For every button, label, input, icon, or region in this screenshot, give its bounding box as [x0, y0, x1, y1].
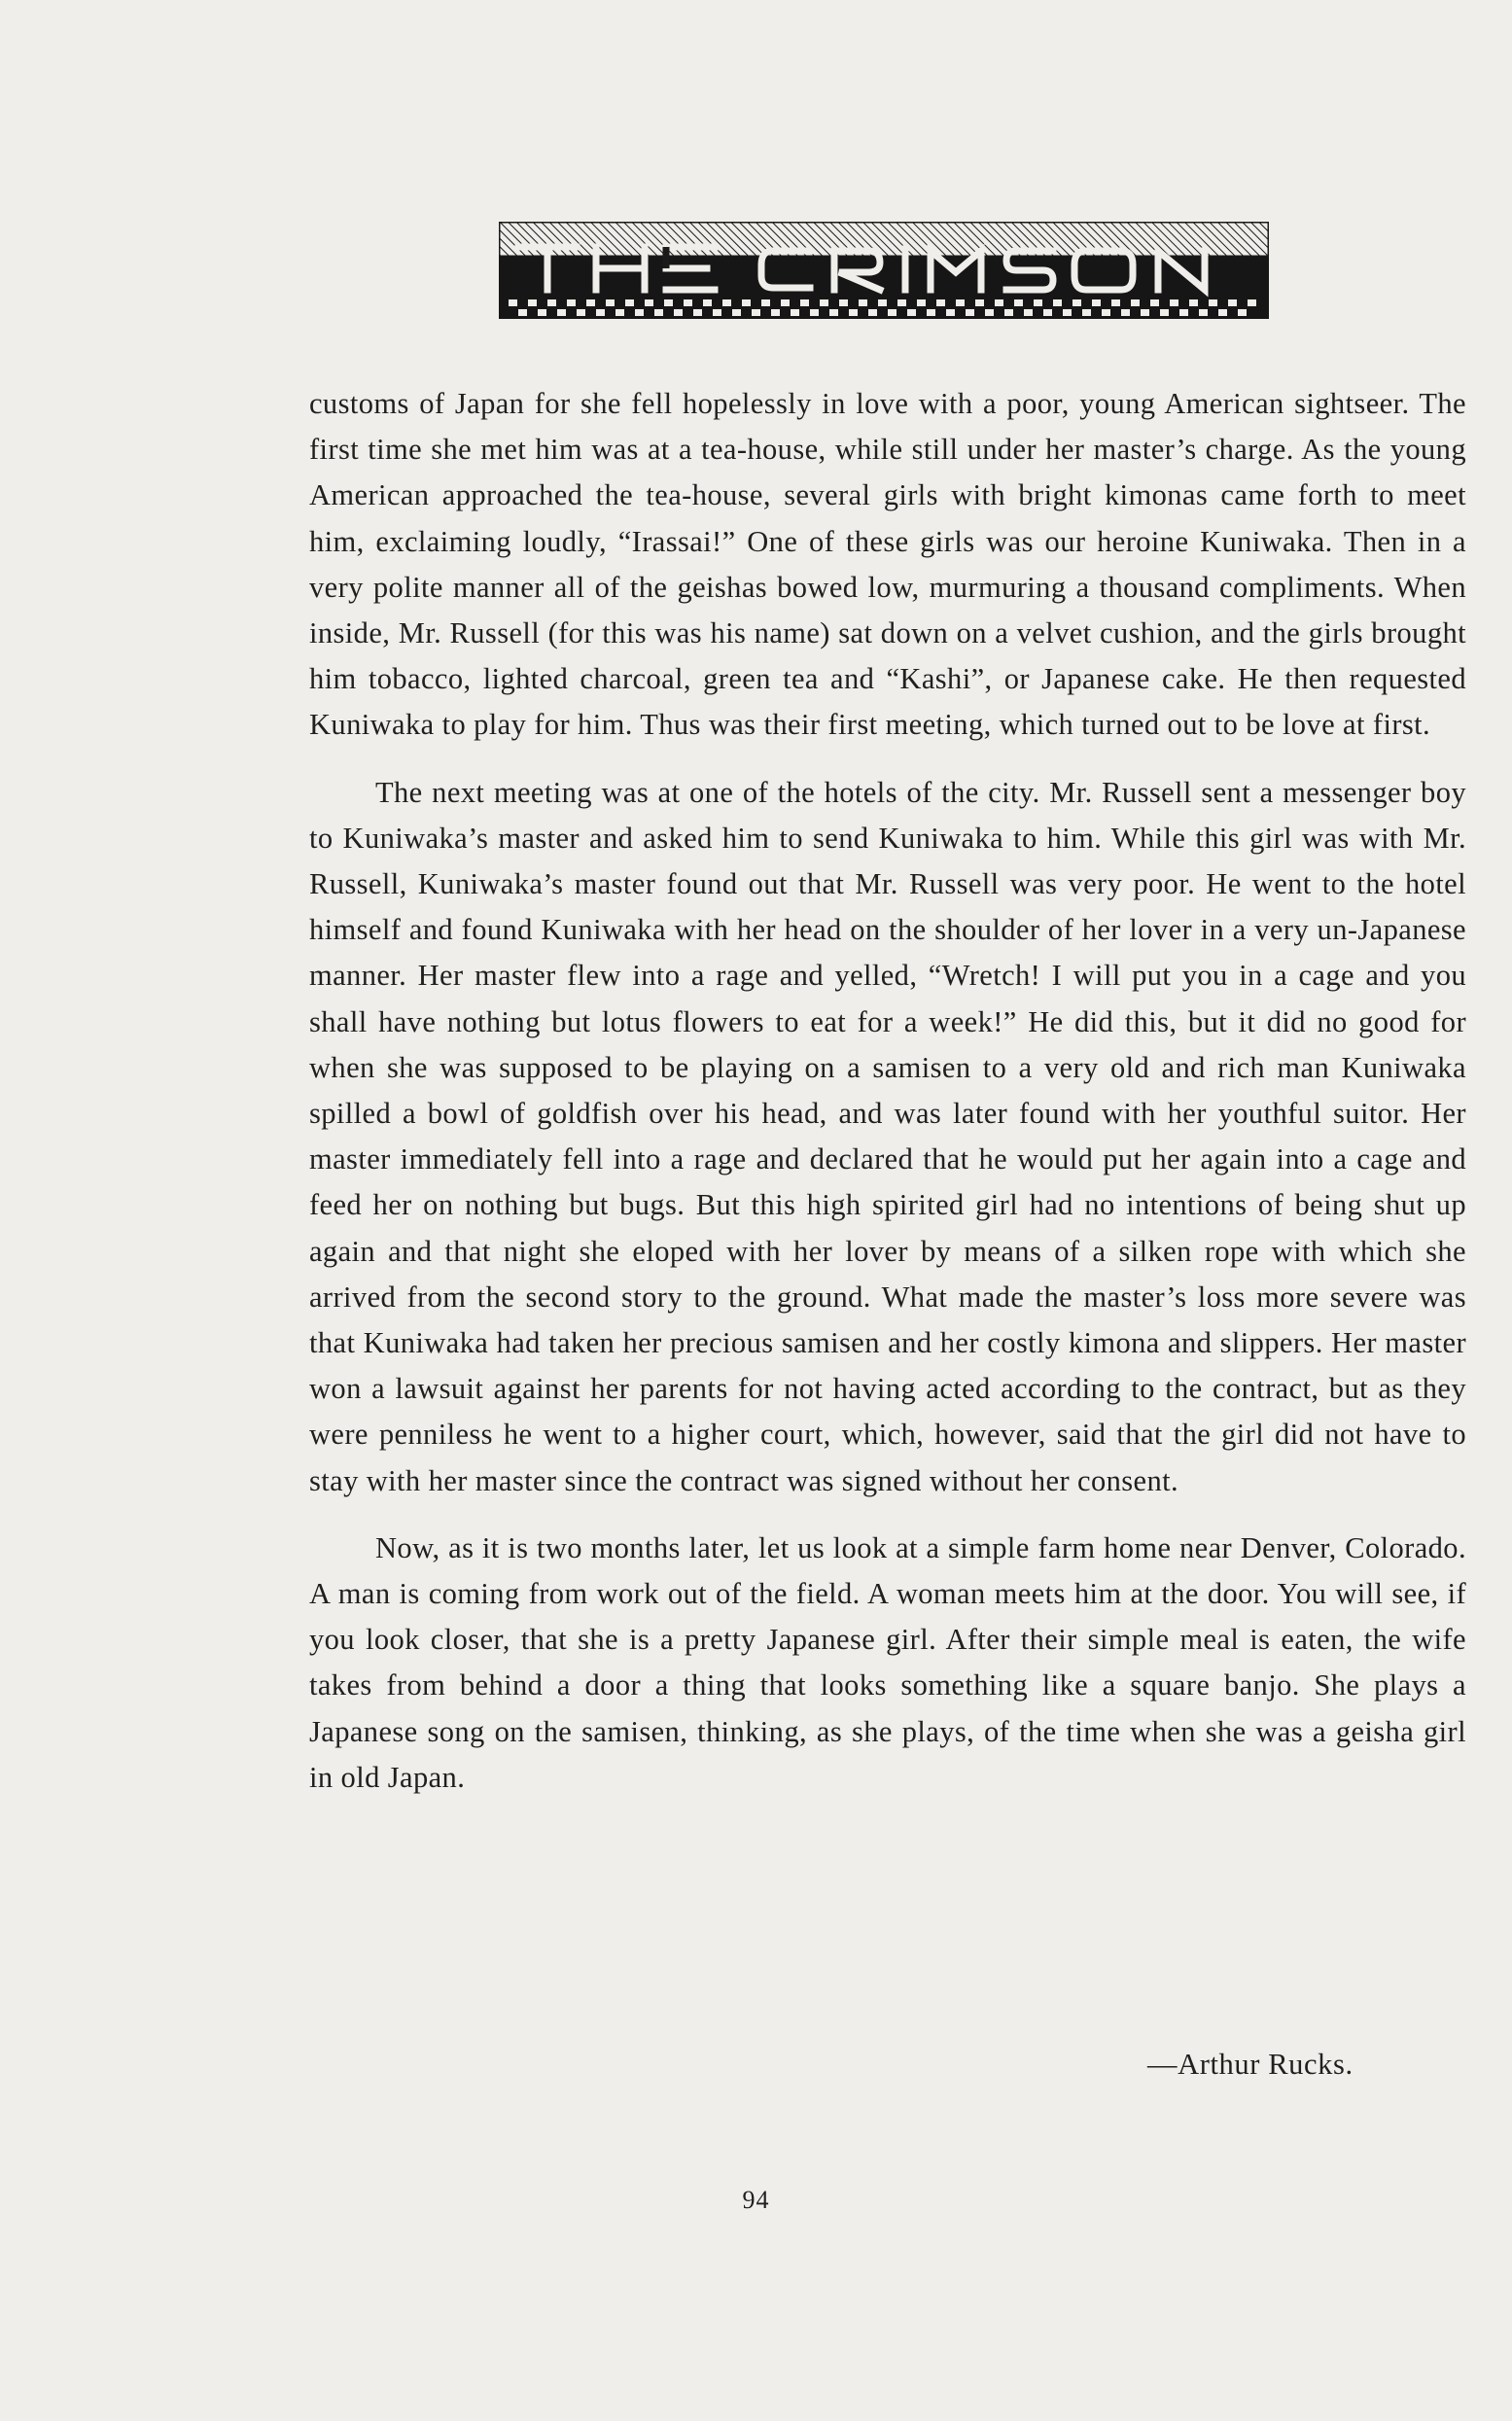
article-body	[309, 381, 1466, 1801]
author-signature: —Arthur Rucks.	[1147, 2048, 1354, 2081]
paragraph-1: customs of Japan for she fell hopelessly in love with a poor, young American sightseer. The first time she met him was at a tea-house, while still under her master’s charge. As the young American approached the tea-house, several girls with bright kimonas came forth to meet him, exclaiming loudly, “Irassai!” One of these girls was our heroine Kuniwaka. Then in a very polite manner all of the geishas bowed low, murmuring a thousand compliments. When inside, Mr. Russell (for this was his name) sat down on a velvet cushion, and the girls brought him tobacco, lighted charcoal, green tea and “Kashi”, or Japanese cake. He then requested Kuniwaka to play for him. Thus was their first meeting, which turned out to be love at first.	[309, 387, 1466, 742]
paragraph-3: Now, as it is two months later, let us look at a simple farm home near Denver, Colorado. A man is coming from work out of the field. A woman meets him at the door. You will see, if you look closer, that she is a pretty Japanese girl. After their simple meal is eaten, the wife takes from behind a door a thing that looks something like a square banjo. She plays a Japanese song on the samisen, thinking, as she plays, of the time when she was a geisha girl in old Japan.	[309, 1530, 1466, 1794]
masthead-logo	[499, 222, 1269, 325]
paragraph-2: The next meeting was at one of the hotels of the city. Mr. Russell sent a messenger boy to Kuniwaka’s master and asked him to send Kuniwaka to him. While this girl was with Mr. Russell, Kuniwaka’s master found out that Mr. Russell was very poor. He went to the hotel himself and found Kuniwaka with her head on the shoulder of her lover in a very un-Japanese manner. Her master flew into a rage and yelled, “Wretch! I will put you in a cage and you shall have nothing but lotus flowers to eat for a week!” He did this, but it did no good for when she was supposed to be playing on a samisen to a very old and rich man Kuniwaka spilled a bowl of goldfish over his head, and was later found with her youthful suitor. Her master immediately fell into a rage and declared that he would put her again into a cage and feed her on nothing but bugs. But this high spirited girl had no intentions of being shut up again and that night she eloped with her lover by means of a silken rope with which she arrived from the second story to the ground. What made the master’s loss more severe was that Kuniwaka had taken her precious samisen and her costly kimona and slippers. Her master won a lawsuit against her parents for not having acted according to the contract, but as they were penniless he went to a higher court, which, however, said that the girl did not have to stay with her master since the contract was signed without her consent.	[309, 775, 1466, 1497]
page-number: 94	[742, 2186, 770, 2214]
